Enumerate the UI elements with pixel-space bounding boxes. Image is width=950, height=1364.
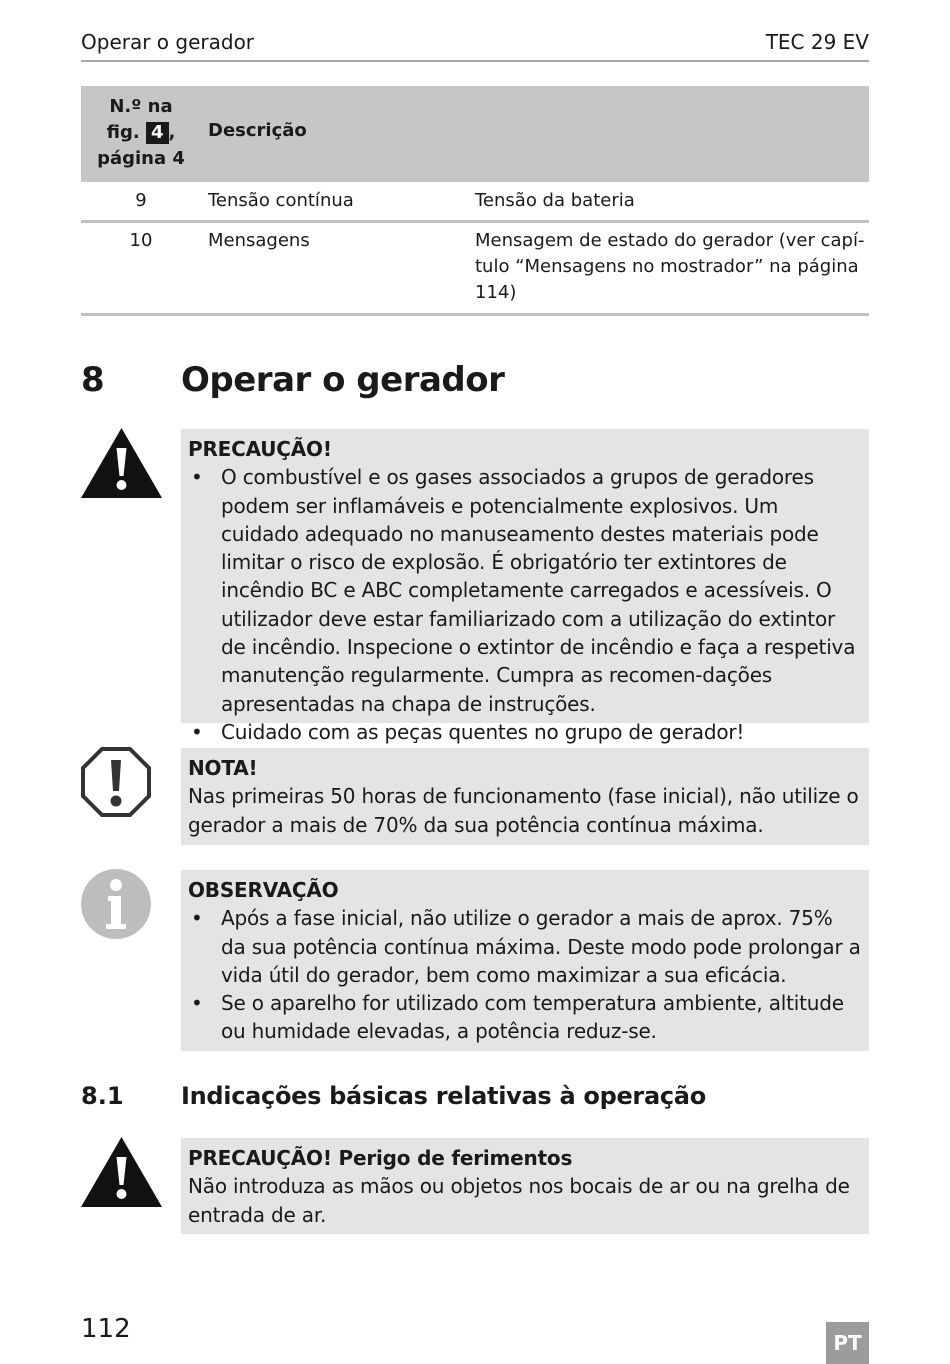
injury-caution-title: PRECAUÇÃO! Perigo de ferimentos (188, 1146, 573, 1170)
page-number: 112 (81, 1314, 131, 1344)
info-list (188, 904, 861, 1045)
table-cell-info: Mensagem de estado do gerador (ver capí-tulo “Mensagens no mostrador” na página 114) (475, 230, 865, 303)
table-cell-info: Tensão da bateria (475, 190, 635, 211)
list-item: • Cuidado com as peças quentes no grupo de gerador! (188, 718, 861, 746)
injury-caution-text: Não introduza as mãos ou objetos nos bocais de ar ou na grelha de entrada de ar. (188, 1174, 850, 1227)
list-item: • Se o aparelho for utilizado com temperatura ambiente, altitude ou humidade elevadas, a potência reduz-se. (188, 989, 861, 1046)
subsection-title: Indicações básicas relativas à operação (181, 1082, 706, 1110)
caution-title: PRECAUÇÃO! (188, 437, 332, 461)
warning-triangle-icon (81, 428, 162, 503)
table-cell-number: 10 (129, 230, 153, 251)
table-header-number: N.º na fig. 4 , página 4 (97, 96, 185, 169)
table-bottom-rule (81, 313, 869, 316)
notice-text: Nas primeiras 50 horas de funcionamento (fase inicial), não utilize o gerador a mais de 70% da sua potência contínua máxima. (188, 784, 859, 837)
info-circle-icon (81, 869, 151, 943)
info-box (181, 870, 869, 1051)
injury-caution-box (181, 1138, 869, 1234)
notice-box (181, 748, 869, 845)
info-title: OBSERVAÇÃO (188, 878, 339, 902)
table-cell-description: Tensão contínua (208, 190, 354, 211)
table-row-rule (81, 220, 869, 223)
notice-title: NOTA! (188, 756, 258, 780)
list-item: • Após a fase inicial, não utilize o gerador a mais de aprox. 75% da sua potência contínua máxima. Deste modo pode prolongar a vida útil do gerador, bem como maximizar a sua eficácia. (188, 904, 861, 989)
octagon-exclamation-icon (81, 747, 151, 821)
header-rule (81, 60, 869, 62)
section-title: Operar o gerador (181, 360, 505, 400)
figure-ref-badge: 4 (146, 122, 169, 144)
section-number: 8 (81, 360, 105, 400)
table-cell-description: Mensagens (208, 230, 310, 251)
list-item: • O combustível e os gases associados a grupos de geradores podem ser inflamáveis e potencialmente explosivos. Um cuidado adequado no manuseamento destes materiais pode limitar o risco de explosão. É obrigatório ter extintores de incêndio BC e ABC completamente carregados e acessíveis. O utilizador deve estar familiarizado com a utilização do extintor de incêndio. Inspecione o extintor de incêndio e faça a respetiva manutenção regularmente. Cumpra as recomen-dações apresentadas na chapa de instruções. (188, 463, 861, 718)
running-header-section: Operar o gerador (81, 30, 255, 54)
table-header-description: Descrição (208, 120, 307, 141)
running-header-model: TEC 29 EV (765, 30, 869, 54)
subsection-number: 8.1 (81, 1082, 124, 1110)
warning-triangle-icon (81, 1137, 162, 1212)
language-badge: PT (826, 1322, 869, 1364)
table-header (81, 86, 869, 182)
caution-box (181, 429, 869, 744)
table-cell-number: 9 (135, 190, 147, 211)
caution-list (188, 463, 861, 746)
